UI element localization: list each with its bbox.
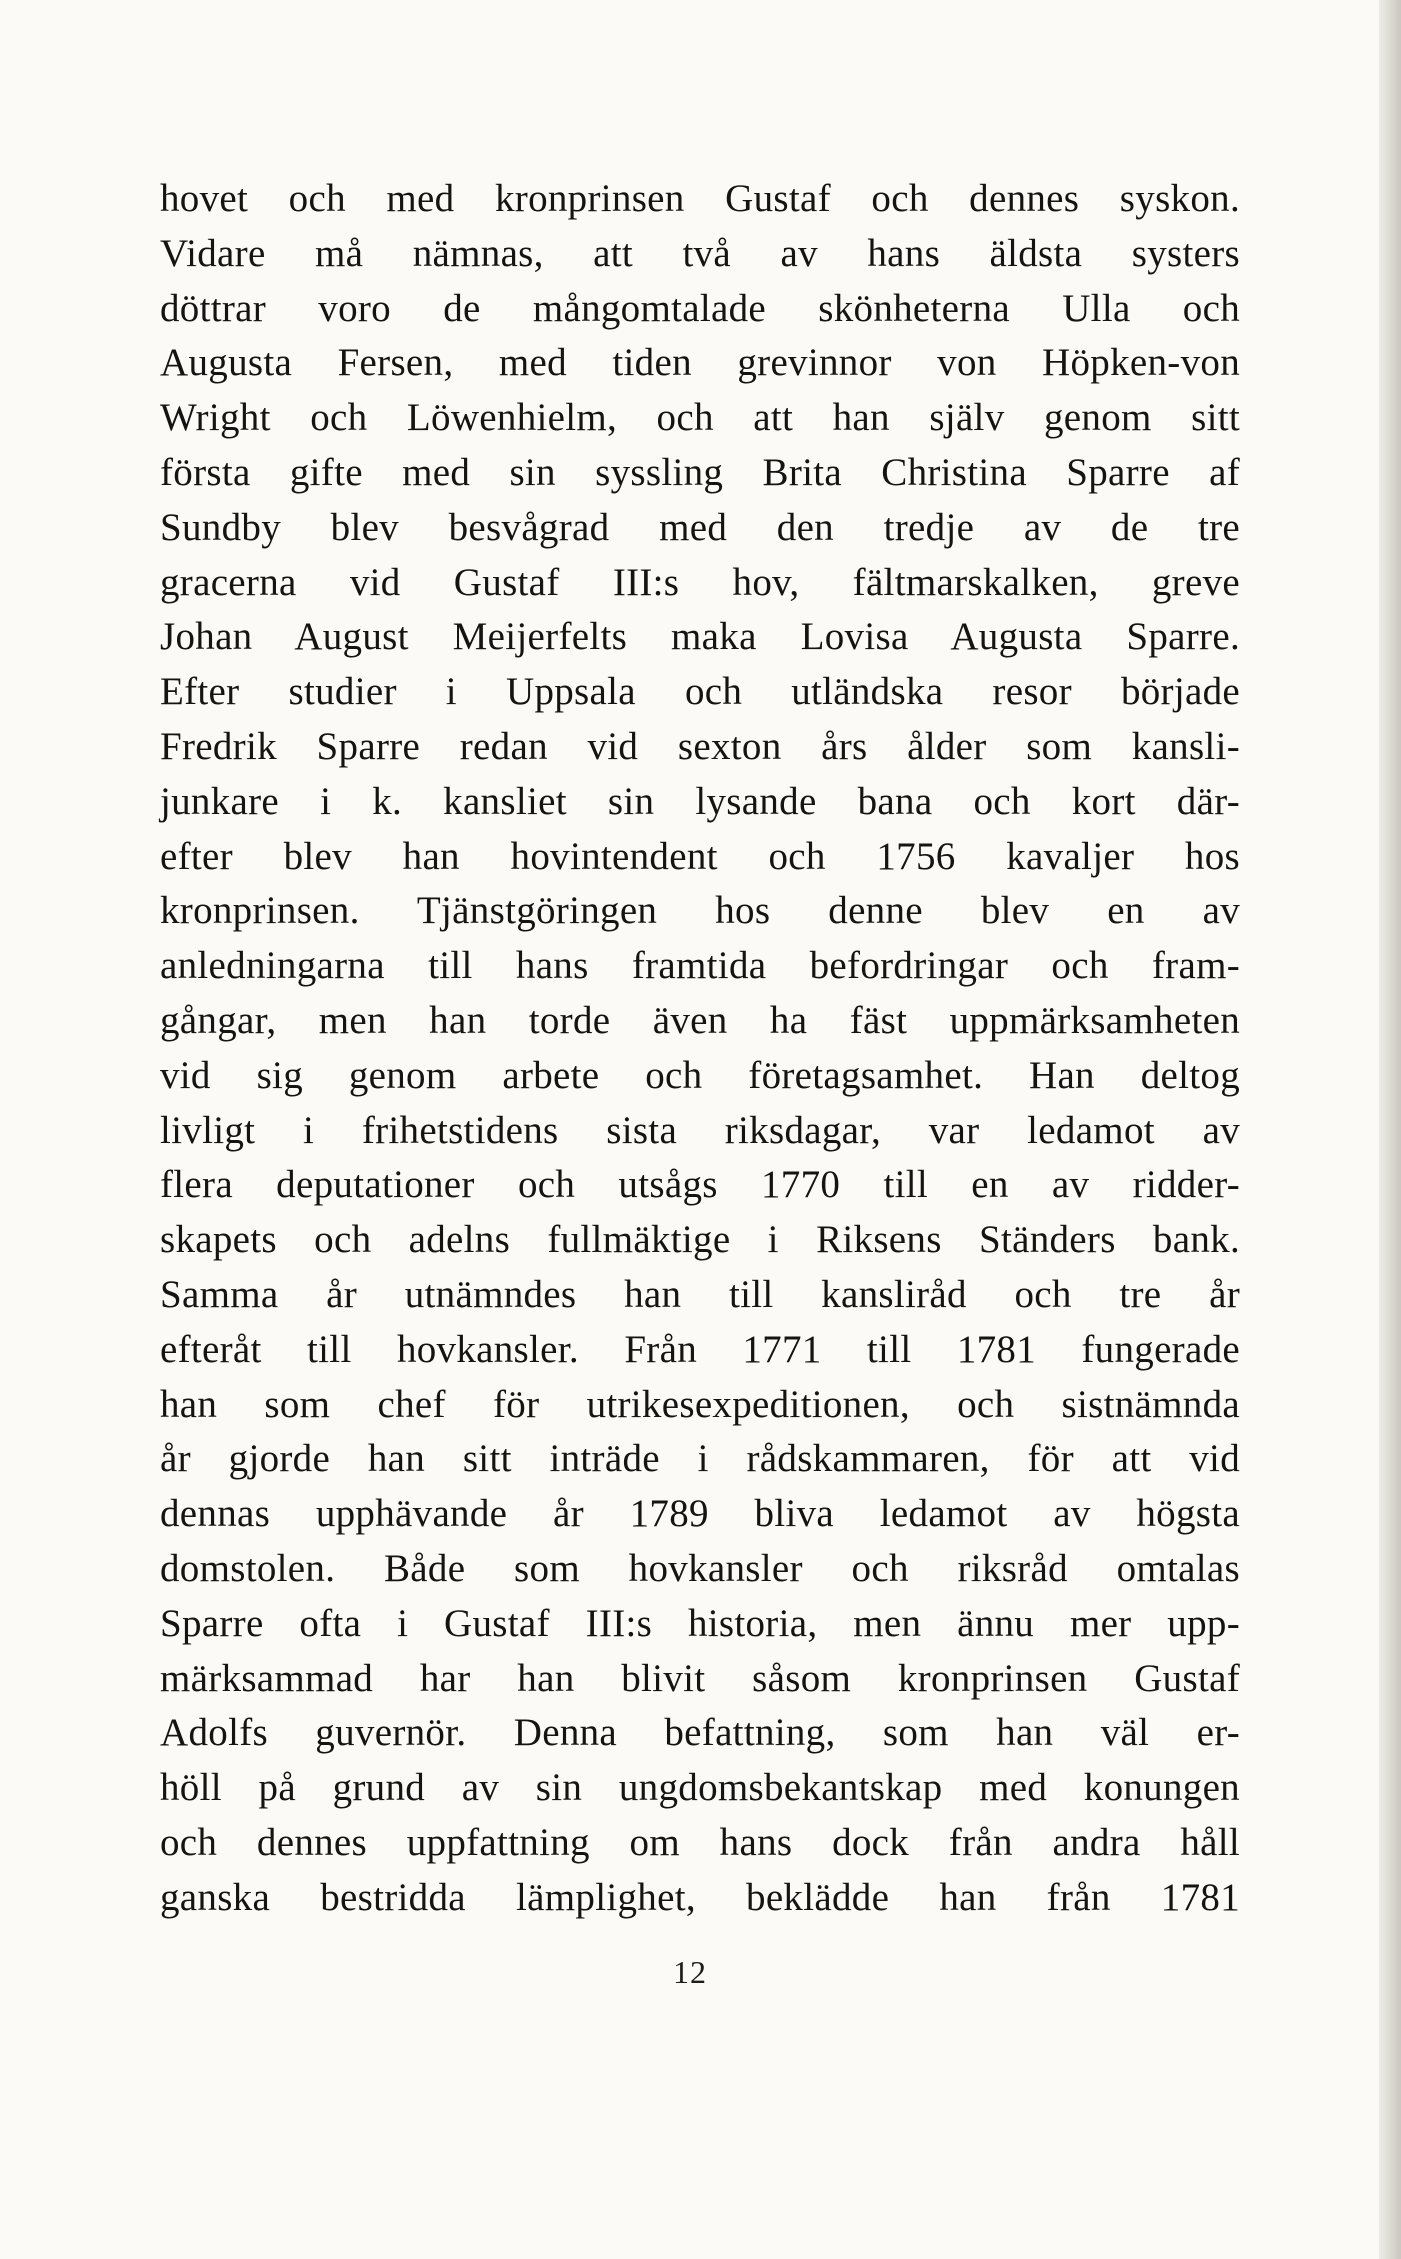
text-line: junkare i k. kansliet sin lysande bana och kort där-	[160, 779, 1240, 823]
text-line: gångar, men han torde även ha fäst uppmärksamheten	[160, 998, 1240, 1042]
text-line: kronprinsen. Tjänstgöringen hos denne blev en av	[160, 889, 1240, 933]
text-line: gracerna vid Gustaf III:s hov, fältmarskalken, greve	[160, 560, 1240, 604]
text-line: Efter studier i Uppsala och utländska resor började	[160, 670, 1240, 714]
text-line: höll på grund av sin ungdomsbekantskap med konungen	[160, 1766, 1240, 1810]
text-line: hovet och med kronprinsen Gustaf och dennes syskon.	[160, 177, 1240, 220]
text-line: vid sig genom arbete och företagsamhet. Han deltog	[160, 1053, 1240, 1097]
text-line: anledningarna till hans framtida befordringar och fram-	[160, 944, 1240, 988]
text-line: första gifte med sin syssling Brita Christina Sparre af	[160, 450, 1240, 494]
text-line: dennas upphävande år 1789 bliva ledamot av högsta	[160, 1492, 1240, 1536]
text-line: efter blev han hovintendent och 1756 kavaljer hos	[160, 834, 1240, 878]
text-line: döttrar voro de mångomtalade skönheterna Ulla och	[160, 286, 1240, 330]
text-line: ganska bestridda lämplighet, beklädde han från 1781	[160, 1875, 1240, 1919]
page-edge-shadow	[1379, 0, 1401, 2259]
text-line: han som chef för utrikesexpeditionen, och sistnämnda	[160, 1382, 1240, 1426]
text-line: skapets och adelns fullmäktige i Riksens Ständers bank.	[160, 1218, 1240, 1262]
text-line: Sundby blev besvågrad med den tredje av de tre	[160, 505, 1240, 549]
page-number: 12	[673, 1954, 707, 1990]
text-line: Samma år utnämndes han till kansliråd och tre år	[160, 1272, 1240, 1316]
body-text	[160, 172, 1240, 1926]
text-line: Fredrik Sparre redan vid sexton års ålder som kansli-	[160, 724, 1240, 768]
text-line: Johan August Meijerfelts maka Lovisa Augusta Sparre.	[160, 615, 1240, 659]
text-line: Vidare må nämnas, att två av hans äldsta systers	[160, 231, 1240, 275]
text-line: efteråt till hovkansler. Från 1771 till 1781 fungerade	[160, 1327, 1240, 1371]
text-line: livligt i frihetstidens sista riksdagar, var ledamot av	[160, 1108, 1240, 1152]
text-line: märksammad har han blivit såsom kronprinsen Gustaf	[160, 1656, 1240, 1700]
text-line: domstolen. Både som hovkansler och riksråd omtalas	[160, 1546, 1240, 1590]
text-line: Wright och Löwenhielm, och att han själv genom sitt	[160, 396, 1240, 440]
text-line: flera deputationer och utsågs 1770 till en av ridder-	[160, 1163, 1240, 1207]
text-line: Augusta Fersen, med tiden grevinnor von Höpken-von	[160, 341, 1240, 385]
text-line: och dennes uppfattning om hans dock från andra håll	[160, 1820, 1240, 1864]
text-line: år gjorde han sitt inträde i rådskammaren, för att vid	[160, 1437, 1240, 1481]
text-line: Adolfs guvernör. Denna befattning, som han väl er-	[160, 1711, 1240, 1755]
text-line: Sparre ofta i Gustaf III:s historia, men ännu mer upp-	[160, 1601, 1240, 1645]
